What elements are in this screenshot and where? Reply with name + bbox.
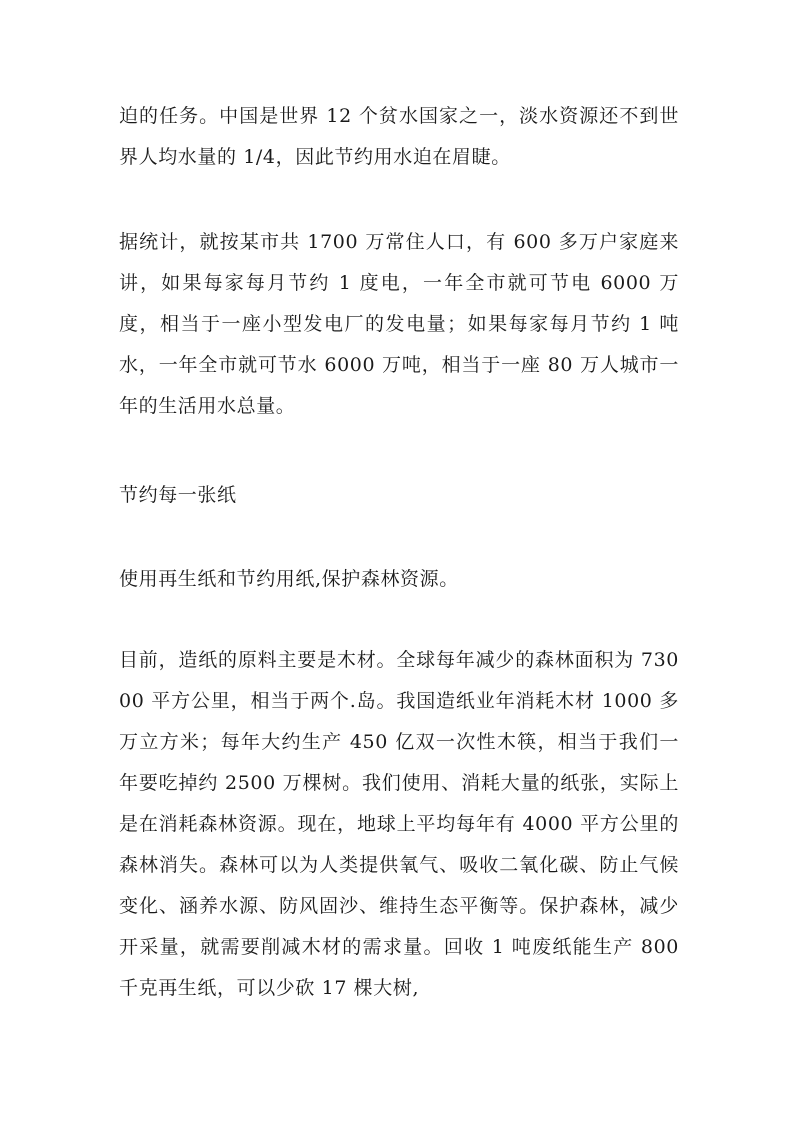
paragraph-water-shortage: 迫的任务。中国是世界 12 个贫水国家之一，淡水资源还不到世界人均水量的 1/4，因此节约用水迫在眉睫。	[119, 105, 679, 168]
paragraph-recycled-paper: 使用再生纸和节约用纸,保护森林资源。	[119, 568, 459, 590]
section-heading-save-paper: 节约每一张纸	[119, 484, 237, 506]
paragraph-statistics: 据统计，就按某市共 1700 万常住人口，有 600 多万户家庭来讲，如果每家每月节约 1 度电，一年全市就可节电 6000 万度，相当于一座小型发电厂的发电量；如果每家每月节约 1 吨水，一年全市就可节水 6000 万吨，相当于一座 80 万人城市一年的生活用水总量。	[119, 231, 679, 417]
paragraph-forest-resources: 目前，造纸的原料主要是木材。全球每年减少的森林面积为 73000 平方公里，相当于两个.岛。我国造纸业年消耗木材 1000 多万立方米；每年大约生产 450 亿双一次性木筷，相当于我们一年要吃掉约 2500 万棵树。我们使用、消耗大量的纸张，实际上是在消耗森林资源。现在，地球上平均每年有 4000 平方公里的森林消失。森林可以为人类提供氧气、吸收二氧化碳、防止气候变化、涵养水源、防风固沙、维持生态平衡等。保护森林，减少开采量，就需要削减木材的需求量。回收 1 吨废纸能生产 800 千克再生纸，可以少砍 17 棵大树,	[119, 649, 679, 999]
